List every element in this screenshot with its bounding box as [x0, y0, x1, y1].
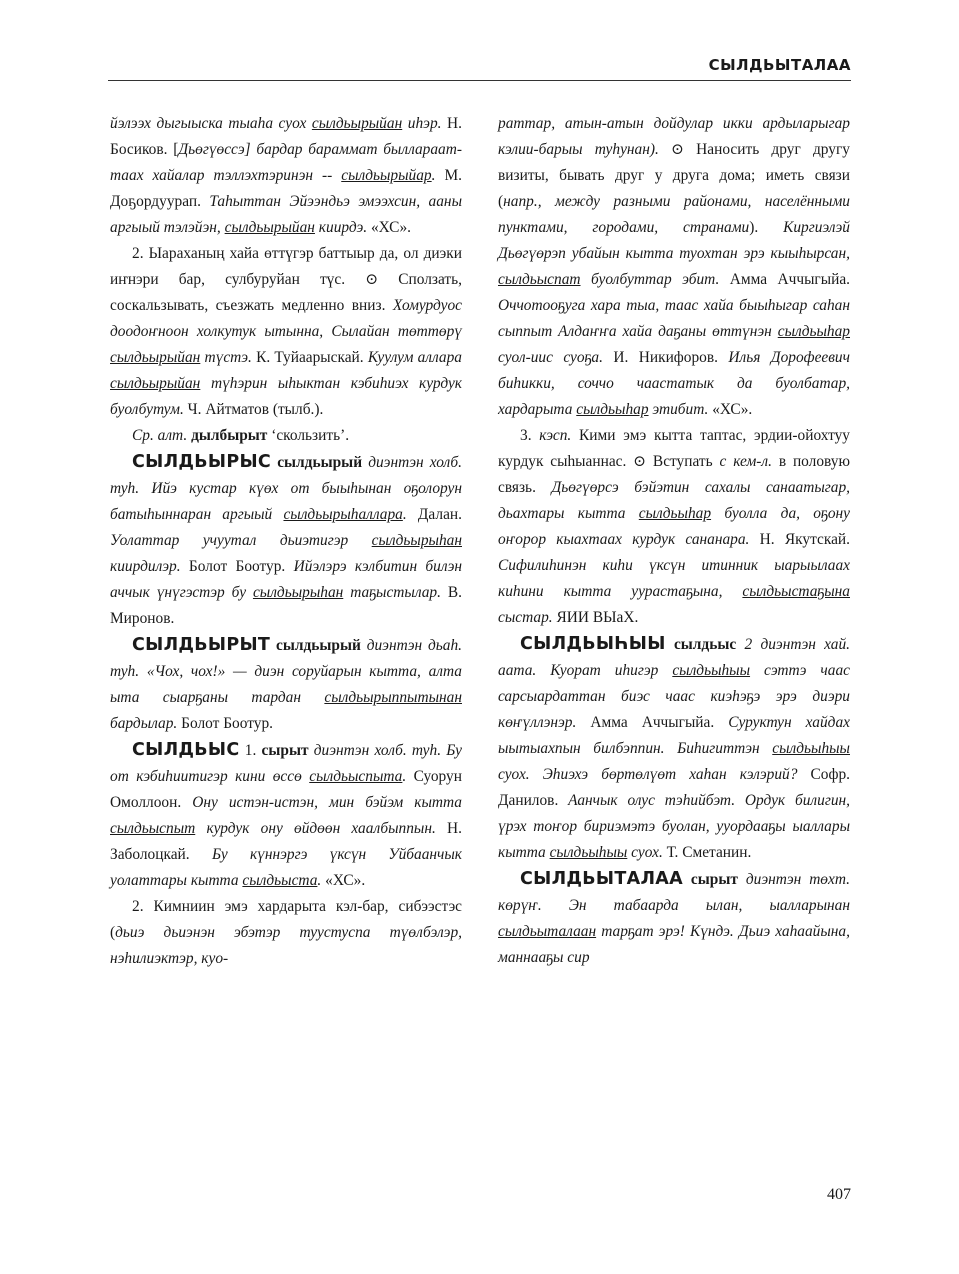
entry-syldytalaa: СЫЛДЬЫТАЛАА сырыт диэнтэн төхт. көрүҥ. Эн табаарда ылан, ыалларынан сылдьыталаан тарҕат эрэ! Күндэ. Дьиэ хаһаайына, маннааҕы сир: [498, 869, 850, 966]
page-number: 407: [827, 1186, 851, 1203]
running-head: СЫЛДЬЫТАЛАА: [708, 56, 851, 74]
sense-3-paragraph: 3. кэсп. Кими эмэ кытта таптас, эрдии-ойохтуу курдук сыһыаннас. ⊙ Вступать с кем-л. в половую связь. Дьөгүөрсэ бэйэтин сахалы санаатыгар, дьахтары кытта сылдьыһар буолла да, оҕону оҥорор кыахтаах курдук сананара. Н. Якутскай. Сифилиһинэн киһи үксүн итинник ыарыылаах киһини кытта уурастаҕына, сылдьыстаҕына сыстар. ЯИИ ВЫаХ.: [498, 427, 850, 626]
page-header: [108, 52, 851, 81]
entry-syldyrys: СЫЛДЬЫРЫС сылдьырый диэнтэн холб. туһ. Ийэ кустар күөх от быыһынан оҕолорун батыһыннаран аргыый сылдьырыһаллара. Далан. Уолаттар учуутал дьиэтигэр сылдьырыһан киирдилэр. Болот Боотур. Ийэлэрэ кэлбитин билэн аччык үнүгэстэр бу сылдьырыһан таҕыстылар. В. Миронов.: [110, 452, 462, 627]
entry-syldyhyy: СЫЛДЬЫҺЫЫ сылдьыс 2 диэнтэн хай. аата. Куорат иһигэр сылдьыһыы сэттэ чаас сарсыардаттан биэс чаас киэһэҕэ эрэ диэри көҥүллэнэр. Амма Аччыгыйа. Суруктун хайдах ыытыахпын билбэппин. Биһигиттэн сылдьыһыы суох. Эһиэхэ бөртөлүөт хаһан кэлэрий? Софр. Данилов. Аанчык олус тэһийбэт. Ордук билигин, үрэх тоҥор бириэмэтэ буолан, ууордааҕы ыаллары кытта сылдьыһыы суох. Т. Сметанин.: [498, 634, 851, 861]
sense-2-paragraph: 2. Ыараханың хайа өттүгэр баттыыр да, ол диэки иҥнэри бар, сулбуруйан түс. ⊙ Сползать, соскальзывать, съезжать медленно вниз. Хомурдуос доодоҥноон холкутук ытынна, Сылайан төттөрү сылдьырыйан түстэ. К. Туйаарыскай. Куулум аллара сылдьырыйан түһэрин ыһыктан кэбиһиэх курдук буолбутум. Ч. Айтматов (тылб.).: [110, 245, 462, 418]
left-column: [110, 111, 462, 972]
paragraph-continuation: йэлээх дыгыыска тыаһа суох сылдьырыйан иһэр. Н. Босиков. [Дьөгүөссэ] бардар бараммат былларааттаах хайалар тэллэхтэринэн -- сылдьырыйар. М. Доҕордуурап. Таһыттан Эйээндьэ эмээхсин, ааны аргыый тэлэйэн, сылдьырыйан киирдэ. «ХС».: [110, 115, 463, 236]
entry-syldyryt: СЫЛДЬЫРЫТ сылдьырый диэнтэн дьаһ. туһ. «Чох, чох!» — диэн соруйарын кытта, алта ыта сыарҕаны тардан сылдьырыппытынан бардылар. Болот Боотур.: [110, 635, 462, 732]
right-column: [498, 111, 850, 971]
sense-2-paragraph: 2. Кимниин эмэ хардарыта кэл-бар, сибээстэс (дьиэ дьиэнэн эбэтэр туустуспа түөлбэлэр, нэһилиэктэр, куо-: [110, 898, 462, 967]
paragraph-continuation: раттар, атын-атын дойдулар икки ардыларыгар кэлии-барыы туһунан). ⊙ Наносить друг другу визиты, бывать друг у друга дома; иметь связи (напр., между разными районами, населёнными пунктами, городами, странами). Киргиэлэй Дьөгүөрэп убайын кытта туохтан эрэ кыыһырсан, сылдьыспат буолбуттар эбит. Амма Аччыгыйа. Оччотооҕуга хара тыа, таас хайа быыһыгар саһан сыппыт Алдаҥҥа хайа даҕаны өттүнэн сылдьыһар суол-иис суоҕа. И. Никифоров. Илья Дорофеевич биһикки, соччо чаастатык да буолбатар, хардарыта сылдьыһар этибит. «ХС».: [498, 115, 850, 418]
etymology-note: Ср. алт. дылбырыт ‘скользить’.: [132, 427, 350, 444]
entry-syldys: СЫЛДЬЫС 1. сырыт диэнтэн холб. туһ. Бу от кэбиһиитигэр кини өссө сылдьыспыта. Суорун Омоллоон. Ону истэн-истэн, мин бэйэм кытта сылдьыспыт курдук ону өйдөөн хаалбыппын. Н. Заболоцкай. Бу күннэргэ үксүн Уйбаанчык уолаттары кытта сылдьыста. «ХС».: [110, 740, 463, 889]
